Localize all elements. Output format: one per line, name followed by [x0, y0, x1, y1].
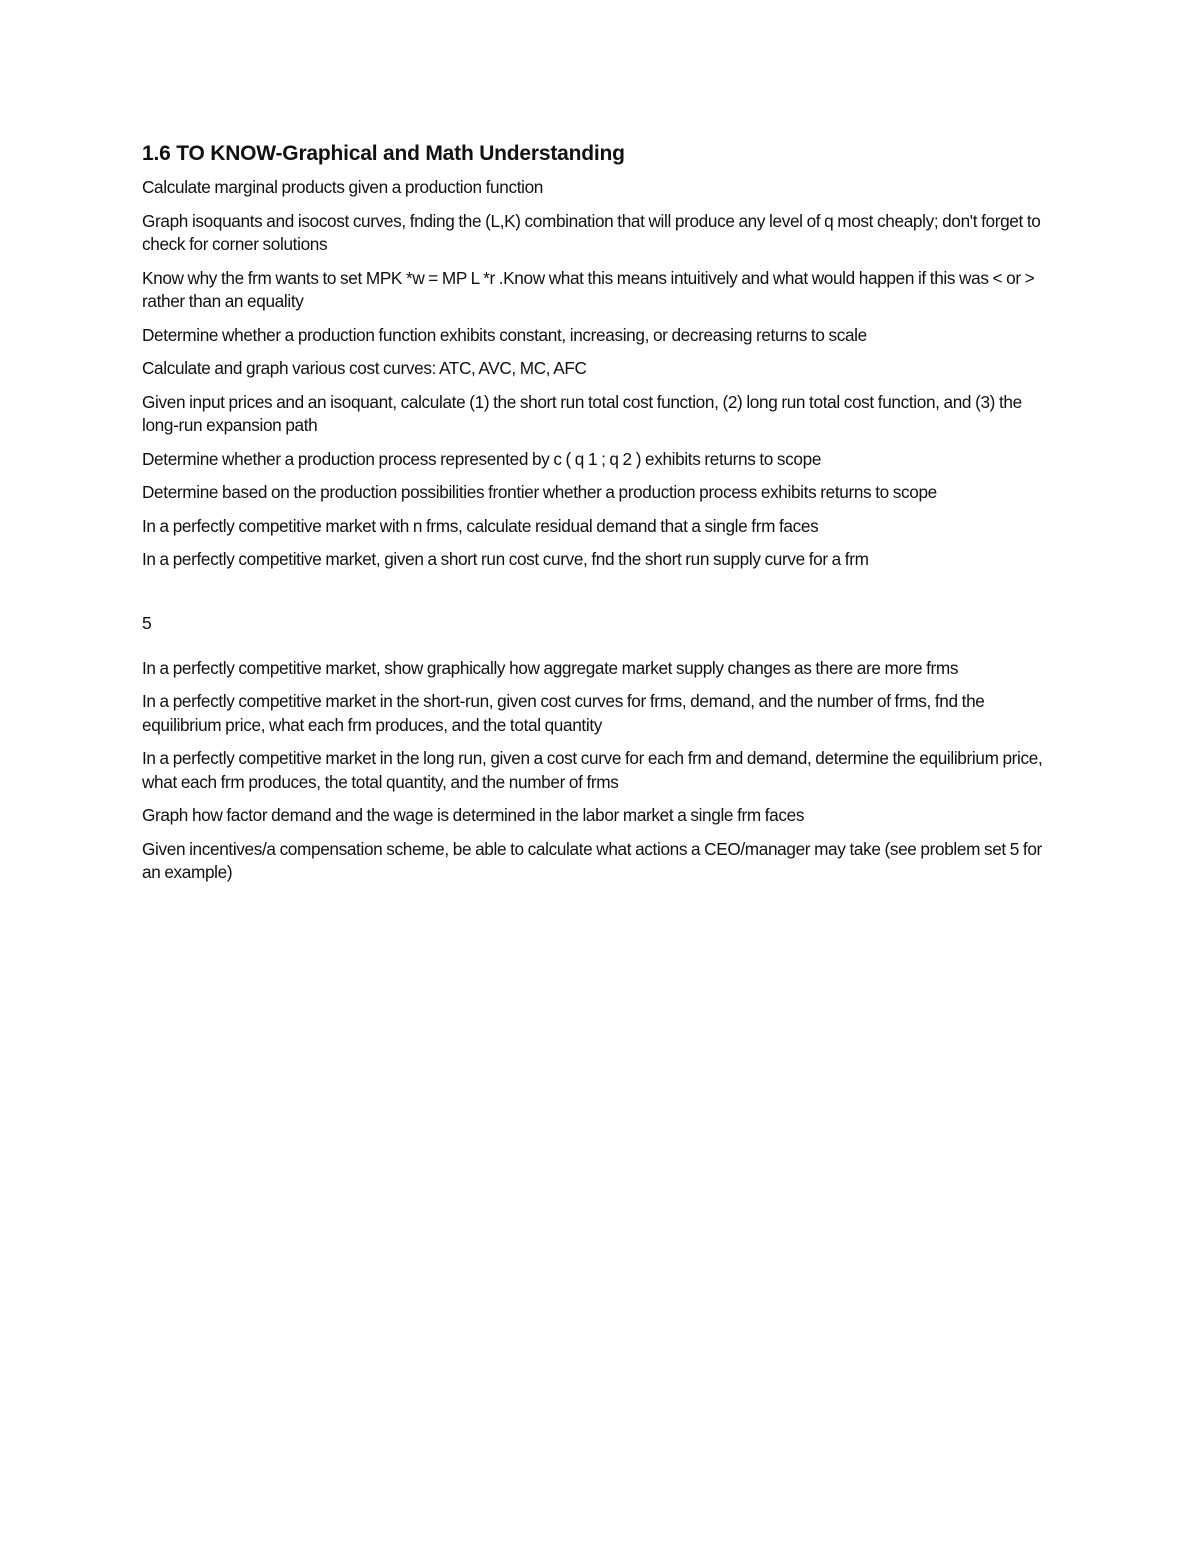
list-item: Determine whether a production process represented by c ( q 1 ; q 2 ) exhibits returns to scope — [142, 448, 822, 469]
list-item: In a perfectly competitive market, given a short run cost curve, fnd the short run supply curve for a frm — [142, 549, 869, 569]
list-item: Given incentives/a compensation scheme, be able to calculate what actions a CEO/manager may take (see problem set 5 for an example) — [142, 838, 1042, 882]
list-item: In a perfectly competitive market in the long run, given a cost curve for each frm and demand, determine the equilibrium price, what each frm produces, the total quantity, and the number of frms — [142, 748, 1043, 792]
list-item: In a perfectly competitive market with n frms, calculate residual demand that a single frm faces — [142, 515, 819, 536]
list-item: Given input prices and an isoquant, calculate (1) the short run total cost function, (2) long run total cost function, and (3) the long-run expansion path — [142, 391, 1022, 435]
list-item: Know why the frm wants to set MPK *w = MP L *r .Know what this means intuitively and what would happen if this was < or > rather than an equality — [142, 267, 1035, 311]
list-item: In a perfectly competitive market in the short-run, given cost curves for frms, demand, and the number of frms, fnd the equilibrium price, what each frm produces, and the total quantity — [142, 691, 985, 735]
page-number: 5 — [142, 612, 152, 633]
list-item: Graph how factor demand and the wage is determined in the labor market a single frm faces — [142, 805, 805, 825]
list-item: Determine based on the production possibilities frontier whether a production process exhibits returns to scope — [142, 482, 937, 502]
list-item: Calculate marginal products given a production function — [142, 177, 544, 197]
document-page — [142, 138, 1062, 895]
section-heading: 1.6 TO KNOW-Graphical and Math Understanding — [142, 142, 625, 165]
list-item: Determine whether a production function exhibits constant, increasing, or decreasing returns to scale — [142, 324, 867, 345]
list-item: In a perfectly competitive market, show graphically how aggregate market supply changes as there are more frms — [142, 657, 959, 678]
list-item: Graph isoquants and isocost curves, fnding the (L,K) combination that will produce any level of q most cheaply; don't forget to check for corner solutions — [142, 210, 1041, 254]
list-item: Calculate and graph various cost curves: ATC, AVC, MC, AFC — [142, 358, 587, 378]
